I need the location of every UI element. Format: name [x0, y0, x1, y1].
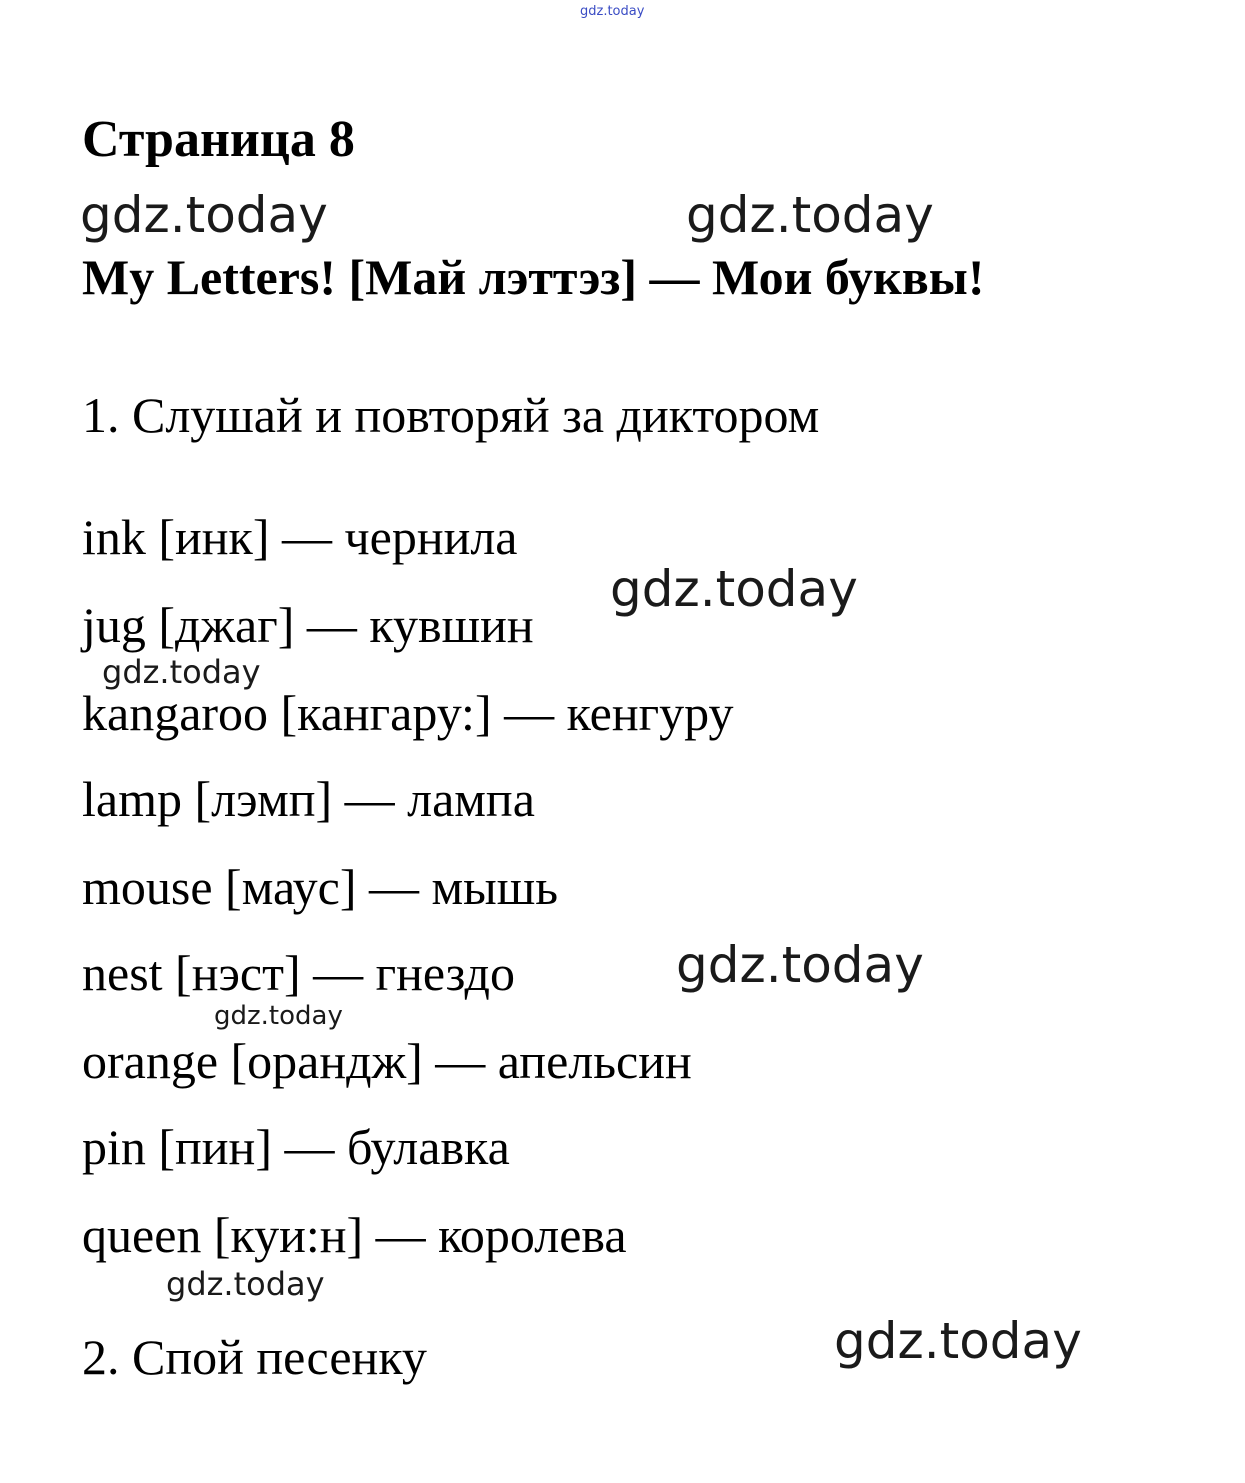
word-line: jug [джаг] — кувшин [82, 597, 534, 653]
word-line: pin [пин] — булавка [82, 1119, 510, 1175]
watermark: gdz.today [686, 186, 934, 244]
word-line: mouse [маус] — мышь [82, 859, 559, 915]
watermark: gdz.today [676, 936, 924, 994]
watermark: gdz.today [214, 1001, 343, 1031]
page-title: Страница 8 [82, 111, 355, 168]
watermark: gdz.today [610, 560, 858, 618]
watermark: gdz.today [834, 1312, 1082, 1370]
watermark: gdz.today [80, 186, 328, 244]
word-line: kangaroo [кангару:] — кенгуру [82, 685, 734, 741]
exercise-1-heading: 1. Слушай и повторяй за диктором [82, 387, 820, 443]
watermark: gdz.today [102, 653, 261, 691]
lesson-heading: My Letters! [Май лэттэз] — Мои буквы! [82, 249, 985, 305]
word-line: queen [куи:н] — королева [82, 1207, 627, 1263]
word-line: ink [инк] — чернила [82, 509, 518, 565]
word-line: nest [нэст] — гнездо [82, 945, 515, 1001]
exercise-2-heading: 2. Спой песенку [82, 1329, 427, 1385]
word-line: lamp [лэмп] — лампа [82, 771, 535, 827]
top-watermark: gdz.today [580, 4, 645, 19]
watermark: gdz.today [166, 1265, 325, 1303]
word-line: orange [орандж] — апельсин [82, 1033, 692, 1089]
